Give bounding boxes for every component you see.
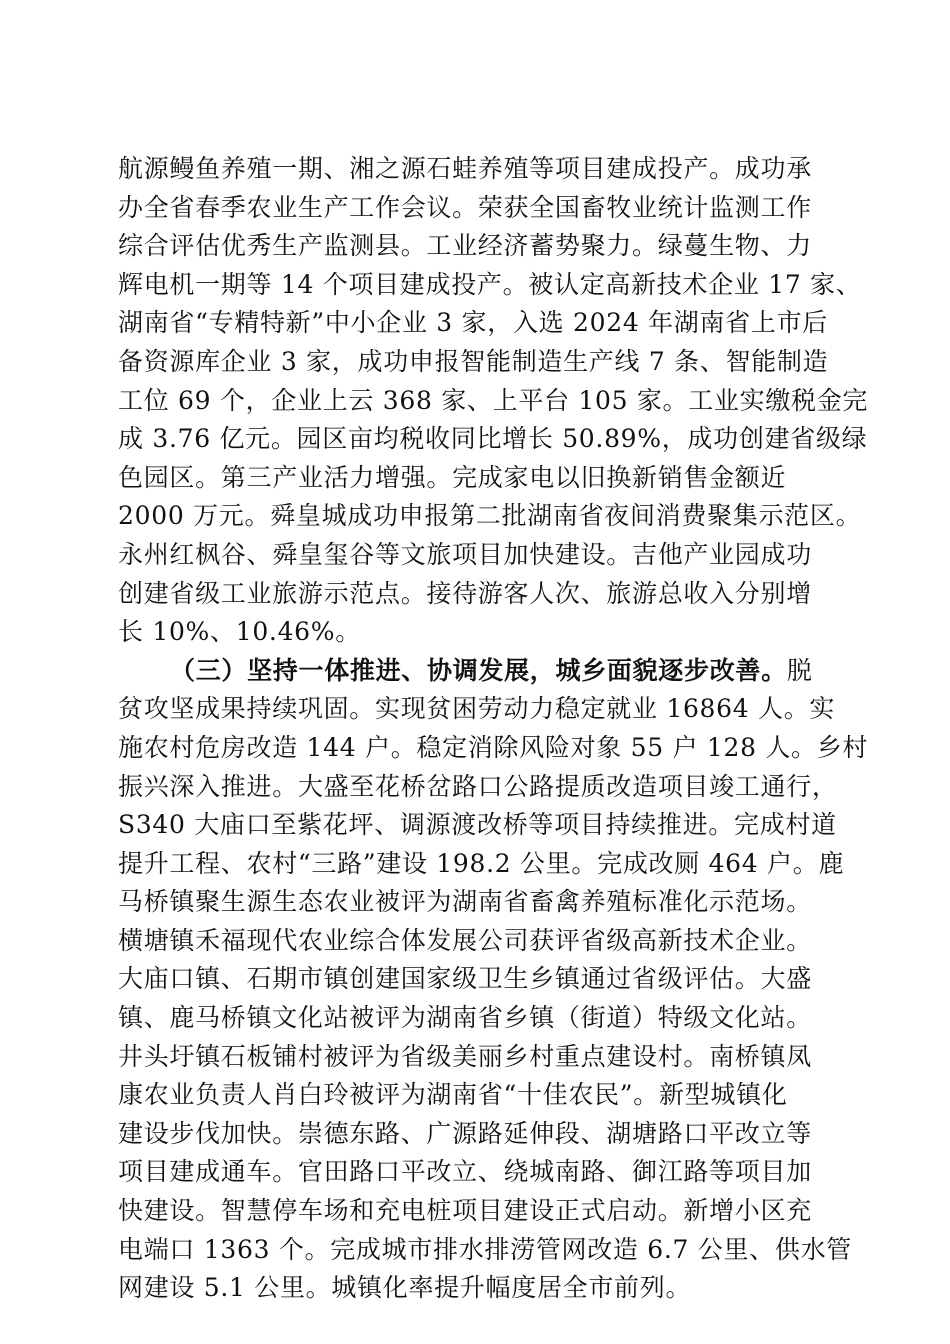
section-heading: （三）坚持一体推进、协调发展，城乡面貌逐步改善。 (170, 655, 787, 685)
text-line: 提升工程、农村“三路”建设 198.2 公里。完成改厕 464 户。鹿 (118, 848, 845, 878)
text-line: 贫攻坚成果持续巩固。实现贫困劳动力稳定就业 16864 人。实 (118, 694, 836, 724)
text-line: 井头圩镇石板铺村被评为省级美丽乡村重点建设村。南桥镇凤 (118, 1041, 812, 1071)
text-line: 马桥镇聚生源生态农业被评为湖南省畜禽养殖标准化示范场。 (118, 887, 812, 917)
text-line: 振兴深入推进。大盛至花桥岔路口公路提质改造项目竣工通行， (118, 771, 838, 801)
text-line: 色园区。第三产业活力增强。完成家电以旧换新销售金额近 (118, 462, 787, 492)
text-line: 综合评估优秀生产监测县。工业经济蓄势聚力。绿蔓生物、力 (118, 231, 812, 261)
text-line: S340 大庙口至紫花坪、调源渡改桥等项目持续推进。完成村道 (118, 810, 837, 840)
text-line: 大庙口镇、石期市镇创建国家级卫生乡镇通过省级评估。大盛 (118, 964, 812, 994)
text-line: 创建省级工业旅游示范点。接待游客人次、旅游总收入分别增 (118, 578, 812, 608)
text-line: 2000 万元。舜皇城成功申报第二批湖南省夜间消费聚集示范区。 (118, 501, 862, 531)
text-line: 施农村危房改造 144 户。稳定消除风险对象 55 户 128 人。乡村 (118, 732, 869, 762)
text-line: 备资源库企业 3 家，成功申报智能制造生产线 7 条、智能制造 (118, 346, 829, 376)
text-line: 快建设。智慧停车场和充电桩项目建设正式启动。新增小区充 (118, 1196, 812, 1226)
text-line: 网建设 5.1 公里。城镇化率提升幅度居全市前列。 (118, 1273, 692, 1303)
text-line: 项目建成通车。官田路口平改立、绕城南路、御江路等项目加 (118, 1157, 812, 1187)
text-line: 辉电机一期等 14 个项目建成投产。被认定高新技术企业 17 家、 (118, 269, 862, 299)
text-line: 长 10%、10.46%。 (118, 617, 361, 647)
text-line: 成 3.76 亿元。园区亩均税收同比增长 50.89%，成功创建省级绿 (118, 424, 868, 454)
text-line: 镇、鹿马桥镇文化站被评为湖南省乡镇（街道）特级文化站。 (118, 1003, 812, 1033)
document-body (118, 150, 869, 1308)
paragraph-urban-rural (118, 652, 869, 1308)
text-line: 康农业负责人肖白玲被评为湖南省“十佳农民”。新型城镇化 (118, 1080, 788, 1110)
text-run: 脱 (786, 655, 813, 685)
text-line: 办全省春季农业生产工作会议。荣获全国畜牧业统计监测工作 (118, 192, 812, 222)
text-line: 建设步伐加快。崇德东路、广源路延伸段、湖塘路口平改立等 (118, 1118, 812, 1148)
paragraph-agriculture-industry (118, 150, 869, 652)
text-line: 横塘镇禾福现代农业综合体发展公司获评省级高新技术企业。 (118, 925, 812, 955)
text-line: 湖南省“专精特新”中小企业 3 家，入选 2024 年湖南省上市后 (118, 308, 828, 338)
text-line: 永州红枫谷、舜皇玺谷等文旅项目加快建设。吉他产业园成功 (118, 539, 812, 569)
paragraph-first-line (118, 652, 832, 691)
text-line: 电端口 1363 个。完成城市排水排涝管网改造 6.7 公里、供水管 (118, 1234, 852, 1264)
text-line: 工位 69 个，企业上云 368 家、上平台 105 家。工业实缴税金完 (118, 385, 869, 415)
text-line: 航源鳗鱼养殖一期、湘之源石蛙养殖等项目建成投产。成功承 (118, 154, 812, 183)
